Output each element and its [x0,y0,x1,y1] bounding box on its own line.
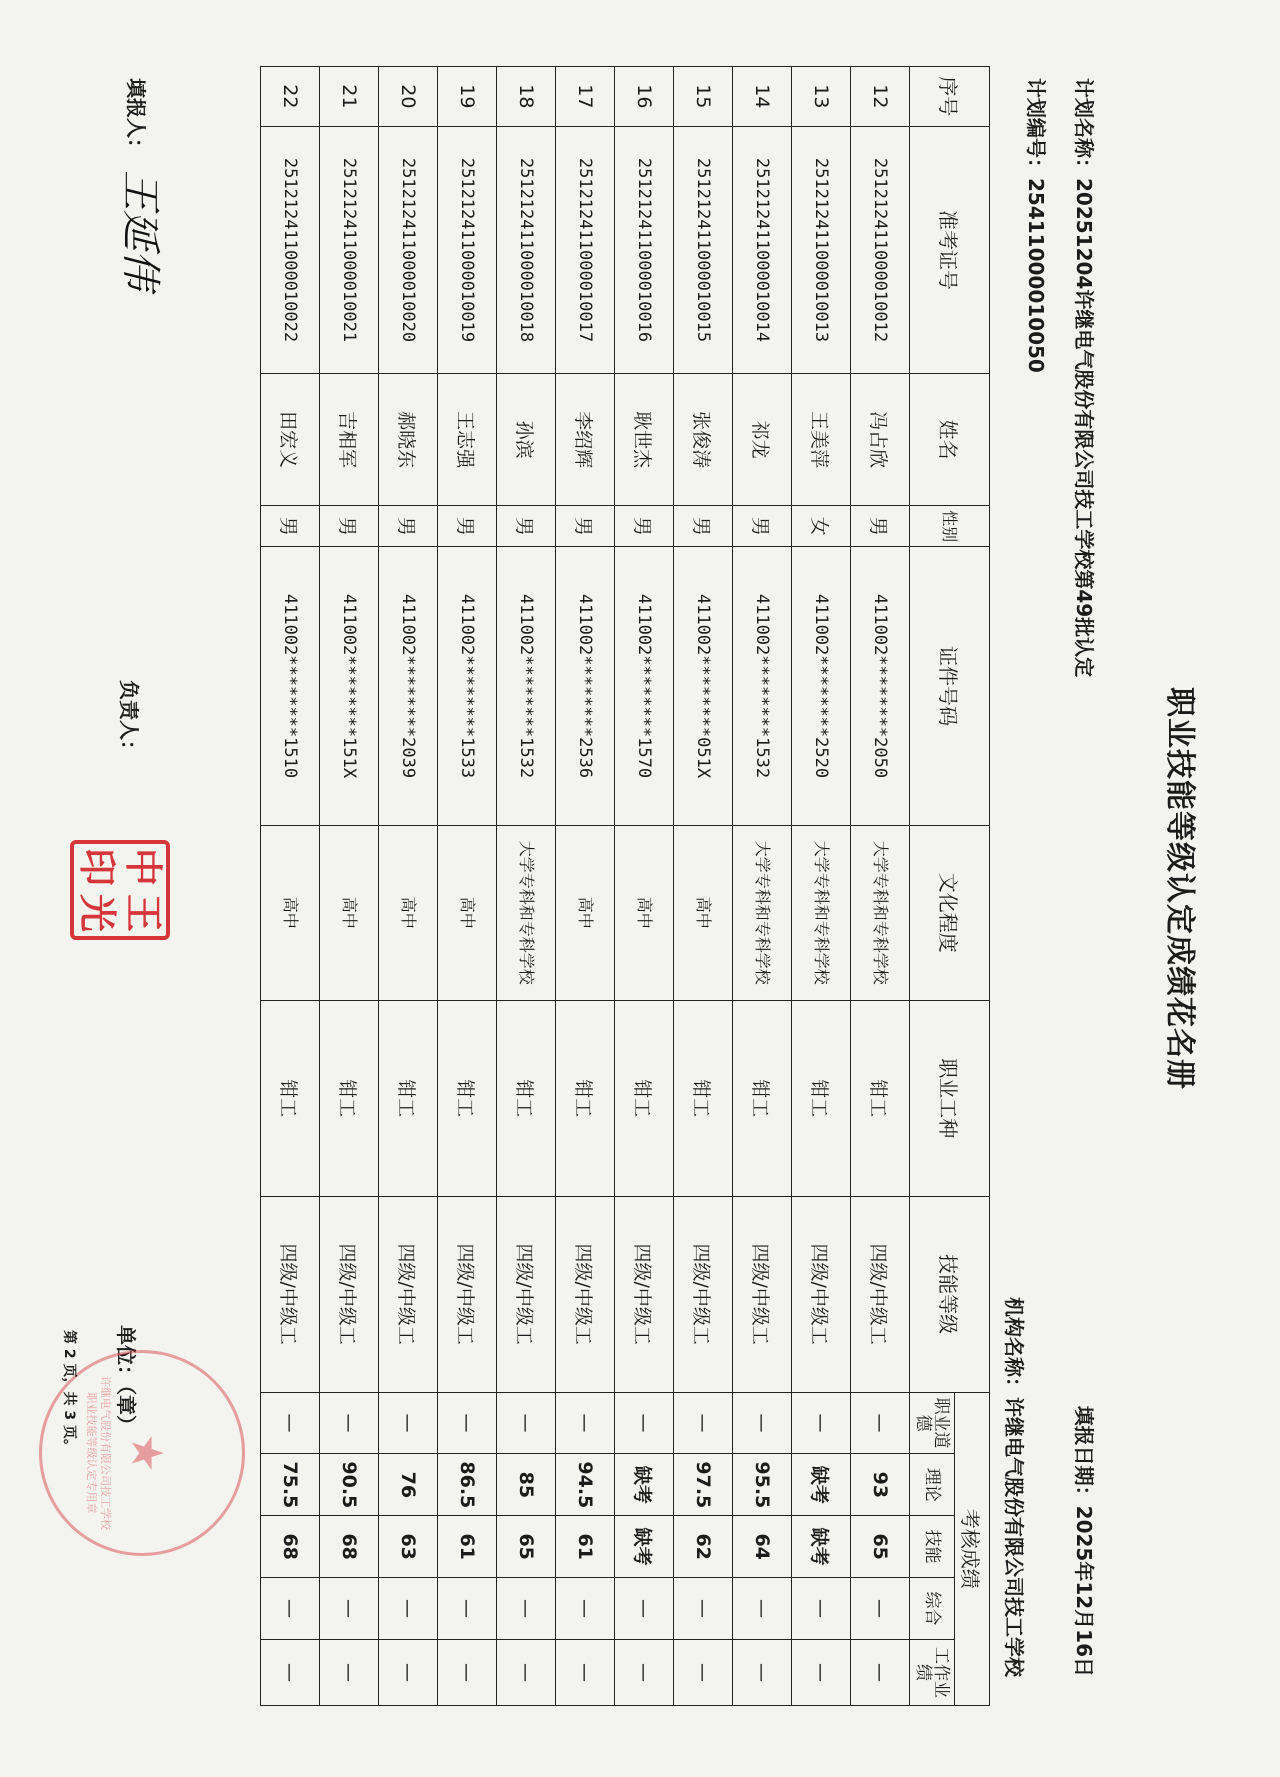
row-occupation: 钳工 [674,1000,733,1196]
row-skill: 65 [497,1516,556,1578]
seal-char: 中 [121,847,166,886]
row-work-performance: — [556,1639,615,1705]
row-theory: 75.5 [261,1454,320,1516]
header-skill-level: 技能等级 [910,1196,990,1392]
row-skill-level: 四级/中级工 [261,1196,320,1392]
plan-name-line [1071,78,1100,677]
row-exam-no: 251212411000010016 [615,126,674,373]
table-row [497,67,556,1706]
row-work-performance: — [438,1639,497,1705]
row-comprehensive: — [379,1578,438,1640]
row-theory: 76 [379,1454,438,1516]
org-label: 机构名称： [1002,1297,1026,1397]
row-name: 耿世杰 [615,374,674,506]
row-ethics: — [497,1392,556,1454]
row-exam-no: 251212411000010012 [851,126,910,373]
row-education: 高中 [556,825,615,1000]
row-education: 大学专科和专科学校 [733,825,792,1000]
row-seq: 13 [792,67,851,127]
row-comprehensive: — [497,1578,556,1640]
row-occupation: 钳工 [615,1000,674,1196]
row-theory: 93 [851,1454,910,1516]
row-exam-no: 251212411000010021 [320,126,379,373]
row-skill: 63 [379,1516,438,1578]
row-theory: 94.5 [556,1454,615,1516]
row-skill: 61 [438,1516,497,1578]
row-skill: 缺考 [792,1516,851,1578]
row-id-no: 411002********1532 [733,547,792,825]
row-gender: 男 [674,506,733,547]
responsible-label: 负责人： [117,680,141,760]
row-education: 高中 [674,825,733,1000]
row-skill-level: 四级/中级工 [379,1196,438,1392]
row-skill: 缺考 [615,1516,674,1578]
seal-char: 光 [75,893,120,932]
row-theory: 缺考 [792,1454,851,1516]
row-ethics: — [674,1392,733,1454]
plan-no-line [1023,78,1052,373]
row-ethics: — [615,1392,674,1454]
row-exam-no: 251212411000010018 [497,126,556,373]
row-skill: 68 [261,1516,320,1578]
row-occupation: 钳工 [851,1000,910,1196]
fill-date-value: 2025年12月16日 [1072,1505,1096,1677]
row-gender: 男 [615,506,674,547]
header-scores-group: 考核成绩 [955,1392,990,1705]
results-table [260,66,990,1706]
row-id-no: 411002********2536 [556,547,615,825]
row-education: 高中 [379,825,438,1000]
plan-name-label: 计划名称： [1072,78,1096,178]
row-gender: 男 [379,506,438,547]
row-gender: 女 [792,506,851,547]
results-table-body [261,67,910,1706]
row-skill-level: 四级/中级工 [851,1196,910,1392]
row-id-no: 411002********2050 [851,547,910,825]
row-id-no: 411002********2039 [379,547,438,825]
header-seq: 序号 [910,67,990,127]
row-id-no: 411002********2520 [792,547,851,825]
row-id-no: 411002********1533 [438,547,497,825]
row-ethics: — [556,1392,615,1454]
row-exam-no: 251212411000010019 [438,126,497,373]
row-id-no: 411002********1570 [615,547,674,825]
org-value: 许继电气股份有限公司技工学校 [1002,1397,1026,1677]
row-skill: 68 [320,1516,379,1578]
seal-char: 王 [121,893,166,932]
row-gender: 男 [851,506,910,547]
row-comprehensive: — [261,1578,320,1640]
row-seq: 17 [556,67,615,127]
row-occupation: 钳工 [792,1000,851,1196]
row-occupation: 钳工 [733,1000,792,1196]
row-name: 郝晓东 [379,374,438,506]
table-row [438,67,497,1706]
page-info: 第 2 页，共 3 页。 [61,1330,77,1453]
row-ethics: — [733,1392,792,1454]
row-theory: 97.5 [674,1454,733,1516]
row-occupation: 钳工 [438,1000,497,1196]
row-name: 王美萍 [792,374,851,506]
row-theory: 90.5 [320,1454,379,1516]
row-comprehensive: — [320,1578,379,1640]
row-comprehensive: — [556,1578,615,1640]
row-occupation: 钳工 [320,1000,379,1196]
row-skill: 61 [556,1516,615,1578]
fill-date-line [1071,1406,1100,1677]
responsible-seal [70,840,170,940]
row-education: 大学专科和专科学校 [792,825,851,1000]
fill-date-label: 填报日期： [1072,1405,1096,1506]
row-work-performance: — [497,1639,556,1705]
seal-char: 印 [75,847,120,886]
row-exam-no: 251212411000010022 [261,126,320,373]
row-seq: 20 [379,67,438,127]
row-id-no: 411002********1510 [261,547,320,825]
header-id-no: 证件号码 [910,547,990,825]
row-exam-no: 251212411000010014 [733,126,792,373]
table-row [733,67,792,1706]
row-ethics: — [792,1392,851,1454]
official-seal-star-icon: ★ [121,1433,172,1473]
row-education: 大学专科和专科学校 [497,825,556,1000]
table-row [556,67,615,1706]
row-name: 王志强 [438,374,497,506]
row-exam-no: 251212411000010015 [674,126,733,373]
table-row [851,67,910,1706]
table-row [261,67,320,1706]
row-id-no: 411002********151X [320,547,379,825]
filler-label: 填报人： [124,78,148,158]
row-name: 祁龙 [733,374,792,506]
row-skill-level: 四级/中级工 [497,1196,556,1392]
row-id-no: 411002********051X [674,547,733,825]
row-seq: 16 [615,67,674,127]
row-seq: 22 [261,67,320,127]
row-seq: 12 [851,67,910,127]
table-row [320,67,379,1706]
row-theory: 85 [497,1454,556,1516]
row-name: 李绍辉 [556,374,615,506]
org-line [1001,1297,1030,1677]
table-row [792,67,851,1706]
row-skill: 65 [851,1516,910,1578]
official-seal-text: 许继电气股份有限公司技工学校职业技能等级认定专用章 [85,1376,112,1530]
row-theory: 95.5 [733,1454,792,1516]
row-seq: 19 [438,67,497,127]
row-name: 张俊涛 [674,374,733,506]
row-name: 冯占欣 [851,374,910,506]
row-seq: 21 [320,67,379,127]
row-education: 高中 [438,825,497,1000]
header-work-performance: 工作业绩 [910,1639,955,1705]
page-title: 职业技能等级认定成绩花名册 [1162,687,1197,1090]
row-gender: 男 [320,506,379,547]
row-gender: 男 [438,506,497,547]
row-skill-level: 四级/中级工 [733,1196,792,1392]
row-name: 吉相军 [320,374,379,506]
row-comprehensive: — [792,1578,851,1640]
row-skill-level: 四级/中级工 [556,1196,615,1392]
row-comprehensive: — [438,1578,497,1640]
row-occupation: 钳工 [556,1000,615,1196]
row-seq: 15 [674,67,733,127]
row-exam-no: 251212411000010017 [556,126,615,373]
row-work-performance: — [379,1639,438,1705]
row-skill-level: 四级/中级工 [792,1196,851,1392]
header-skill: 技能 [910,1516,955,1578]
row-seq: 18 [497,67,556,127]
row-work-performance: — [851,1639,910,1705]
filler-signature: 王延伟 [117,170,163,290]
header-education: 文化程度 [910,825,990,1000]
row-theory: 86.5 [438,1454,497,1516]
row-comprehensive: — [615,1578,674,1640]
row-theory: 缺考 [615,1454,674,1516]
row-education: 高中 [261,825,320,1000]
row-ethics: — [851,1392,910,1454]
plan-name-value: 20251204许继电气股份有限公司技工学校第49批认定 [1072,178,1096,678]
plan-no-value: 25411000010050 [1024,178,1048,373]
row-ethics: — [320,1392,379,1454]
row-id-no: 411002********1532 [497,547,556,825]
row-work-performance: — [615,1639,674,1705]
row-education: 大学专科和专科学校 [851,825,910,1000]
table-row [674,67,733,1706]
row-exam-no: 251212411000010020 [379,126,438,373]
row-skill-level: 四级/中级工 [320,1196,379,1392]
row-comprehensive: — [674,1578,733,1640]
row-work-performance: — [733,1639,792,1705]
row-occupation: 钳工 [497,1000,556,1196]
table-row [379,67,438,1706]
header-theory: 理论 [910,1454,955,1516]
row-exam-no: 251212411000010013 [792,126,851,373]
row-skill-level: 四级/中级工 [615,1196,674,1392]
row-skill-level: 四级/中级工 [674,1196,733,1392]
row-ethics: — [379,1392,438,1454]
row-skill: 62 [674,1516,733,1578]
row-name: 田宏义 [261,374,320,506]
row-education: 高中 [615,825,674,1000]
row-occupation: 钳工 [261,1000,320,1196]
row-seq: 14 [733,67,792,127]
row-gender: 男 [497,506,556,547]
header-gender: 性别 [910,506,990,547]
header-occupation: 职业工种 [910,1000,990,1196]
row-ethics: — [438,1392,497,1454]
row-gender: 男 [733,506,792,547]
row-education: 高中 [320,825,379,1000]
header-exam-no: 准考证号 [910,126,990,373]
row-ethics: — [261,1392,320,1454]
plan-no-label: 计划编号： [1024,78,1048,178]
row-gender: 男 [556,506,615,547]
unit-label: 单位：（章） [114,1325,138,1435]
row-comprehensive: — [851,1578,910,1640]
header-name: 姓名 [910,374,990,506]
row-skill: 64 [733,1516,792,1578]
row-comprehensive: — [733,1578,792,1640]
filler-line [123,78,152,158]
row-occupation: 钳工 [379,1000,438,1196]
row-gender: 男 [261,506,320,547]
row-work-performance: — [261,1639,320,1705]
header-ethics: 职业道德 [910,1392,955,1454]
row-work-performance: — [792,1639,851,1705]
row-name: 孙滨 [497,374,556,506]
table-row [615,67,674,1706]
row-work-performance: — [320,1639,379,1705]
row-work-performance: — [674,1639,733,1705]
row-skill-level: 四级/中级工 [438,1196,497,1392]
header-comprehensive: 综合 [910,1578,955,1640]
